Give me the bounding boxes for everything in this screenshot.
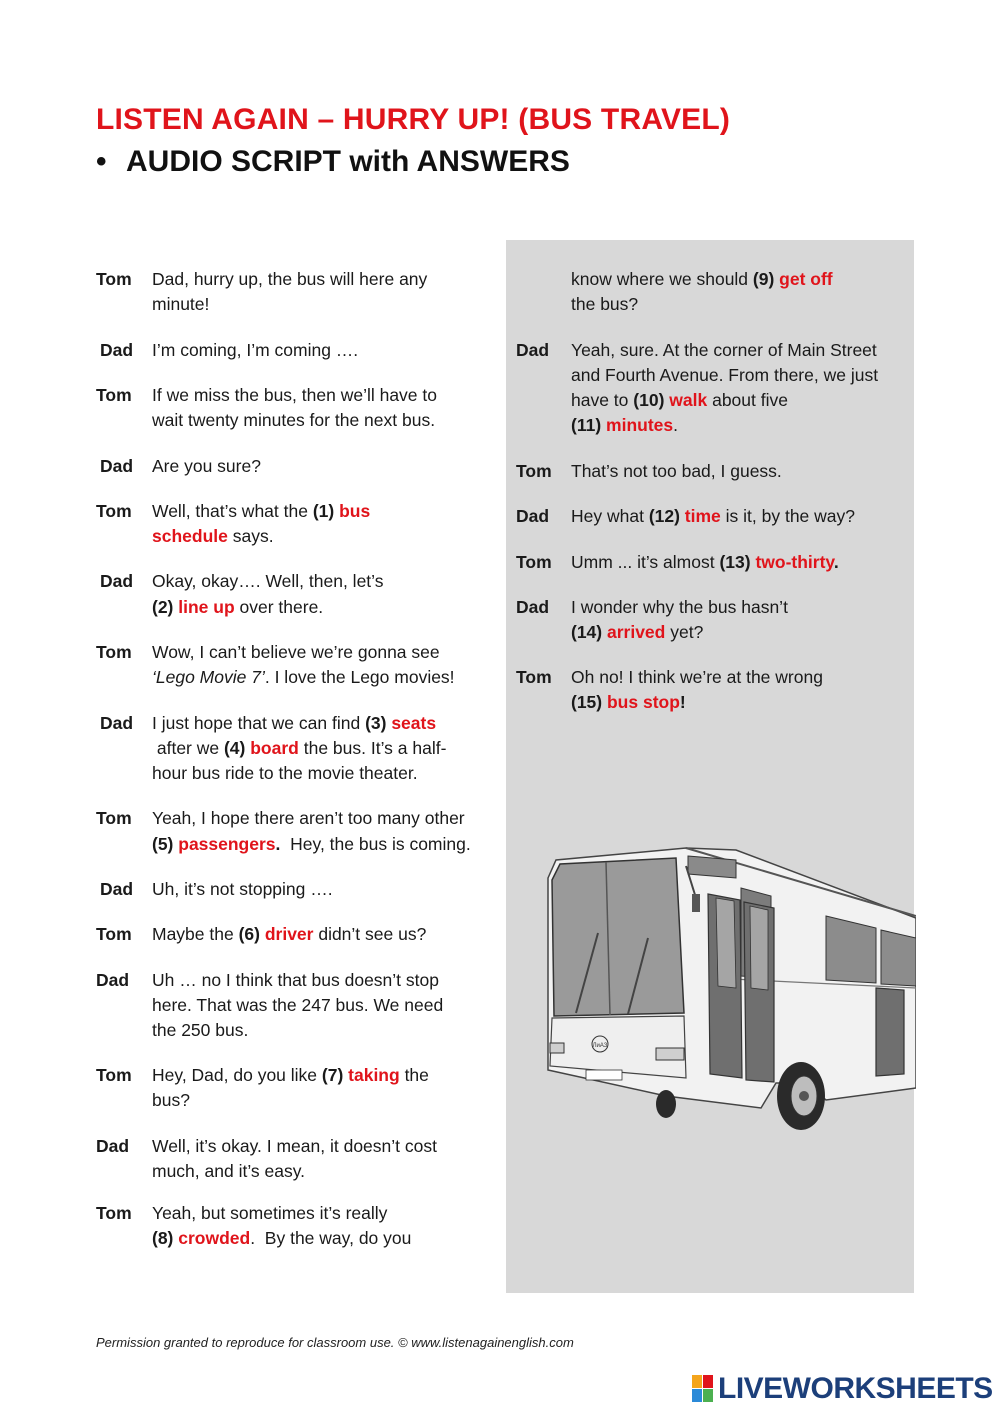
dialogue-line: Oh no! I think we’re at the wrong — [571, 667, 823, 687]
answer-word: seats — [391, 713, 437, 733]
logo-text: LIVEWORKSHEETS — [718, 1372, 993, 1405]
punctuation: ! — [679, 692, 686, 712]
answer-number: (4) — [223, 738, 251, 758]
dialogue-line: Dad, hurry up, the bus will here any — [152, 269, 428, 289]
answer-word: crowded — [178, 1228, 251, 1248]
dialogue-line: Yeah, sure. At the corner of Main Street — [571, 340, 877, 360]
answer-number: (10) — [633, 390, 670, 410]
line-text: didn’t see us? — [313, 924, 427, 944]
speaker-label: Tom — [96, 1203, 132, 1223]
answer-number: (13) — [719, 552, 756, 572]
dialogue-line: Okay, okay…. Well, then, let’s — [152, 571, 384, 591]
dialogue-line — [152, 665, 455, 690]
dialogue-line — [571, 413, 678, 438]
bus-badge: ЛиАЗ — [592, 1043, 608, 1049]
dialogue-line — [152, 595, 323, 620]
speaker-label: Tom — [516, 552, 552, 572]
answer-number: (14) — [571, 622, 607, 642]
line-text: . By the way, do you — [250, 1228, 412, 1248]
dialogue-line: Yeah, but sometimes it’s really — [152, 1203, 388, 1223]
answer-word: taking — [348, 1065, 400, 1085]
line-text: over there. — [234, 597, 324, 617]
answer-number: (6) — [238, 924, 265, 944]
dialogue-line — [571, 620, 703, 645]
footer-permission: Permission granted to reproduce for classroom use. © www.listenagainenglish.com — [96, 1335, 574, 1350]
speaker-label: Dad — [100, 340, 134, 360]
answer-word: get off — [779, 269, 833, 289]
dialogue-line — [571, 388, 788, 413]
speaker-label: Dad — [100, 879, 134, 899]
movie-title: ‘Lego Movie 7’ — [152, 667, 265, 687]
answer-word: arrived — [606, 622, 666, 642]
answer-word: passengers — [178, 834, 276, 854]
answer-number: (7) — [321, 1065, 349, 1085]
dialogue-line: wait twenty minutes for the next bus. — [152, 410, 436, 430]
speaker-label: Tom — [96, 385, 132, 405]
line-text: about five — [707, 390, 788, 410]
dialogue-line: much, and it’s easy. — [152, 1161, 306, 1181]
answer-number: (2) — [152, 597, 179, 617]
dialogue-line — [571, 690, 686, 715]
line-text: I just hope that we can find — [152, 713, 366, 733]
line-text: Umm ... it’s almost — [571, 552, 720, 572]
line-text: Well, that’s what the — [152, 501, 313, 521]
dialogue-line: Yeah, I hope there aren’t too many other — [152, 808, 465, 828]
dialogue-line: Wow, I can’t believe we’re gonna see — [152, 642, 440, 662]
dialogue-line — [152, 524, 274, 549]
dialogue-line: the bus? — [571, 294, 639, 314]
line-text: Hey, Dad, do you like — [152, 1065, 322, 1085]
bullet-icon: • — [96, 145, 107, 178]
line-text: Hey, the bus is coming. — [280, 834, 471, 854]
dialogue-line: the 250 bus. — [152, 1020, 249, 1040]
speaker-label: Dad — [100, 713, 134, 733]
liveworksheets-logo — [692, 1372, 993, 1406]
speaker-label: Tom — [96, 808, 132, 828]
speaker-label: Dad — [100, 571, 134, 591]
dialogue-line: If we miss the bus, then we’ll have to — [152, 385, 437, 405]
answer-number: (9) — [752, 269, 780, 289]
dialogue-line — [152, 1063, 429, 1088]
dialogue-line: That’s not too bad, I guess. — [571, 461, 782, 481]
bus-illustration-icon — [536, 838, 916, 1138]
speaker-label: Tom — [516, 461, 552, 481]
dialogue-line: Uh, it’s not stopping …. — [152, 879, 333, 899]
line-text: after we — [152, 738, 224, 758]
line-text: the — [399, 1065, 429, 1085]
line-text: the bus. It’s a half- — [298, 738, 447, 758]
dialogue-line: Are you sure? — [152, 456, 261, 476]
dialogue-line: bus? — [152, 1090, 190, 1110]
punctuation: . — [833, 552, 839, 572]
dialogue-line: here. That was the 247 bus. We need — [152, 995, 444, 1015]
dialogue-line — [152, 736, 446, 761]
speaker-label: Dad — [96, 970, 130, 990]
line-text: Hey what — [571, 506, 649, 526]
speaker-label: Tom — [96, 501, 132, 521]
speaker-label: Dad — [516, 506, 550, 526]
answer-word: line up — [178, 597, 235, 617]
answer-number: (8) — [152, 1228, 179, 1248]
dialogue-line — [152, 711, 436, 736]
dialogue-line: I wonder why the bus hasn’t — [571, 597, 788, 617]
line-text: . I love the Lego movies! — [264, 667, 455, 687]
punctuation: . — [673, 415, 679, 435]
line-text: know where we should — [571, 269, 753, 289]
page-title: LISTEN AGAIN – HURRY UP! (BUS TRAVEL) — [96, 103, 731, 136]
line-text: Maybe the — [152, 924, 239, 944]
speaker-label: Dad — [96, 1136, 130, 1156]
speaker-label: Tom — [96, 924, 132, 944]
page-subtitle — [96, 145, 570, 179]
dialogue-line: Uh … no I think that bus doesn’t stop — [152, 970, 439, 990]
dialogue-line — [152, 1226, 411, 1251]
dialogue-line — [571, 504, 855, 529]
answer-word: two-thirty — [755, 552, 834, 572]
answer-number: (15) — [571, 692, 607, 712]
dialogue-line — [152, 832, 471, 857]
answer-word: board — [250, 738, 299, 758]
answer-word: bus — [339, 501, 371, 521]
line-text: yet? — [665, 622, 704, 642]
dialogue-line — [152, 499, 370, 524]
line-text: have to — [571, 390, 634, 410]
line-text: says. — [227, 526, 274, 546]
liveworksheets-logo-icon — [692, 1375, 714, 1403]
answer-word: bus stop — [606, 692, 680, 712]
answer-number: (1) — [312, 501, 340, 521]
punctuation: . — [275, 834, 281, 854]
answer-word: walk — [669, 390, 708, 410]
speaker-label: Tom — [516, 667, 552, 687]
dialogue-line: hour bus ride to the movie theater. — [152, 763, 418, 783]
speaker-label: Dad — [516, 340, 550, 360]
dialogue-line: I’m coming, I’m coming …. — [152, 340, 359, 360]
answer-number: (3) — [365, 713, 392, 733]
speaker-label: Tom — [96, 269, 132, 289]
answer-number: (5) — [152, 834, 179, 854]
answer-word: minutes — [606, 415, 674, 435]
dialogue-line — [571, 267, 833, 292]
speaker-label: Dad — [100, 456, 134, 476]
speaker-label: Tom — [96, 1065, 132, 1085]
answer-word: time — [684, 506, 721, 526]
dialogue-line: minute! — [152, 294, 210, 314]
dialogue-line — [152, 922, 426, 947]
answer-number: (12) — [648, 506, 685, 526]
dialogue-line: Well, it’s okay. I mean, it doesn’t cost — [152, 1136, 437, 1156]
subtitle-text: AUDIO SCRIPT with ANSWERS — [126, 145, 570, 178]
speaker-label: Dad — [516, 597, 550, 617]
line-text: is it, by the way? — [720, 506, 856, 526]
answer-number: (11) — [571, 415, 607, 435]
speaker-label: Tom — [96, 642, 132, 662]
answer-word: driver — [264, 924, 314, 944]
answer-word: schedule — [152, 526, 228, 546]
dialogue-line: and Fourth Avenue. From there, we just — [571, 365, 879, 385]
dialogue-line — [571, 550, 839, 575]
